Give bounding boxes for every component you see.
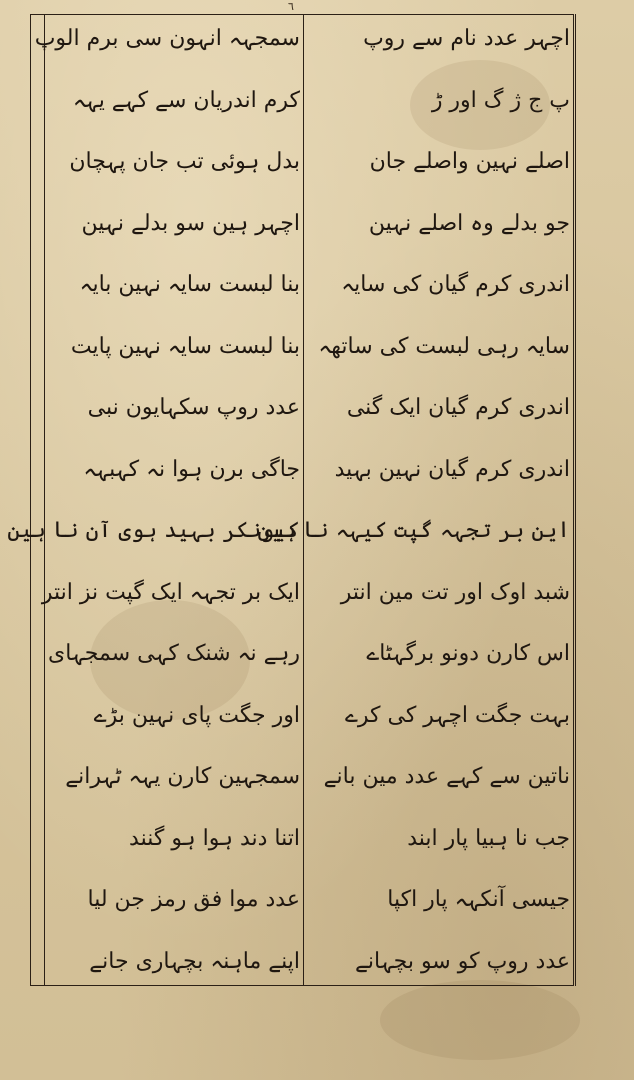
verse-line: اندری کرم گیان کی سایہ bbox=[341, 272, 570, 298]
column-divider bbox=[303, 14, 304, 986]
page-number: ٦ bbox=[288, 0, 294, 13]
verse-line: سمجہین کارن یہہ ٹہرانے bbox=[65, 764, 300, 790]
verse-line: پ ج ژ گ اور ڑ bbox=[431, 87, 570, 113]
verse-line: عدد روپ سکہایون نبی bbox=[87, 395, 300, 421]
verse-line: رہے نہ شنک کہی سمجہای bbox=[47, 641, 300, 667]
verse-line: اور جگت پای نہین بڑے bbox=[93, 702, 300, 728]
verse-line: سایہ رہی لبست کی ساتھہ bbox=[318, 333, 570, 359]
verse-line: بدل ہوئی تب جان پہچان bbox=[69, 149, 300, 175]
verse-line: کرم اندریان سے کہے یہہ bbox=[72, 87, 300, 113]
verse-line: اندری کرم گیان نہین بہید bbox=[334, 456, 570, 482]
verse-line: شبد اوک اور تت مین انتر bbox=[340, 579, 570, 605]
paper-stain bbox=[380, 980, 580, 1060]
verse-line: بنا لبست سایہ نہین پایت bbox=[70, 333, 300, 359]
verse-line: اچہر عدد نام سے روپ bbox=[363, 26, 570, 51]
right-margin-rule bbox=[575, 14, 576, 986]
verse-line: عدد روپ کو سو بچہانے bbox=[355, 948, 570, 974]
verse-line: بہت جگت اچہر کی کرے bbox=[345, 702, 570, 728]
verse-line: جیسی آنکہہ پار اکپا bbox=[387, 887, 570, 913]
verse-line: اس کارن دونو برگہٹاے bbox=[366, 641, 570, 667]
verse-line: اچہر ہین سو بدلے نہین bbox=[81, 210, 300, 236]
verse-line: جو بدلے وہ اصلے نہین bbox=[368, 210, 570, 236]
verse-line: جاگی برن ہوا نہ کہبہہ bbox=[83, 456, 300, 482]
verse-line: اپنے ماہنہ بچہاری جانے bbox=[89, 948, 300, 974]
verse-line: ایک بر تجہہ ایک گپت نز انتر bbox=[41, 579, 300, 605]
right-text-column bbox=[257, 18, 570, 983]
verse-line: این بر تجہہ گپت کیہہ نا ہین bbox=[257, 518, 570, 544]
left-margin-rule bbox=[44, 14, 45, 986]
verse-line: جب نا ہبیا پار ابند bbox=[407, 825, 570, 851]
left-text-column bbox=[7, 18, 300, 983]
verse-line: کیونکر بہید ہوی آن نا ہین bbox=[7, 518, 300, 544]
verse-line: اصلے نہین واصلے جان bbox=[369, 149, 570, 175]
verse-line: ناتین سے کہے عدد مین بانے bbox=[323, 764, 570, 790]
verse-line: اندری کرم گیان ایک گنی bbox=[346, 395, 570, 421]
verse-line: سمجہہ انہون سی برم الوپ bbox=[34, 26, 300, 51]
verse-line: اتنا دند ہوا ہو گنند bbox=[129, 825, 300, 851]
verse-line: بنا لبست سایہ نہین بایہ bbox=[79, 272, 300, 298]
verse-line: عدد موا فق رمز جن لیا bbox=[87, 887, 300, 913]
